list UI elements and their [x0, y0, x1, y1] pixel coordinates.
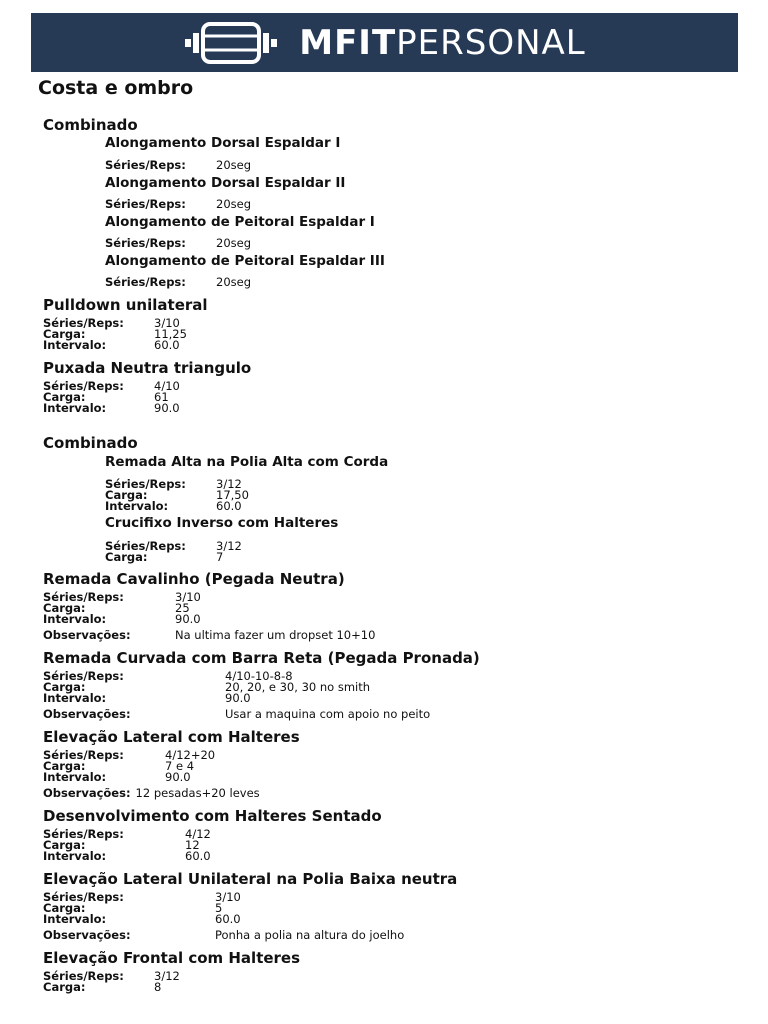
series-label: Séries/Reps:	[105, 275, 186, 289]
series-label: Séries/Reps:	[43, 669, 124, 683]
load-label: Carga:	[43, 327, 86, 341]
exercise-name: Crucifixo Inverso com Halteres	[105, 515, 339, 531]
exercise-name: Remada Alta na Polia Alta com Corda	[105, 454, 389, 470]
obs-row	[43, 629, 375, 641]
interval-label: Intervalo:	[43, 691, 107, 705]
series-value: 4/10	[154, 379, 180, 393]
logo-text-light: PERSONAL	[396, 22, 586, 63]
series-label: Séries/Reps:	[43, 590, 124, 604]
interval-value: 90.0	[175, 612, 201, 626]
load-value: 12	[185, 838, 200, 852]
series-row	[105, 159, 251, 171]
series-value: 4/10-10-8-8	[225, 669, 293, 683]
load-value: 17,50	[216, 488, 249, 502]
obs-row	[43, 708, 430, 720]
load-label: Carga:	[43, 901, 86, 915]
load-label: Carga:	[43, 601, 86, 615]
exercise-name: Alongamento Dorsal Espaldar I	[105, 135, 341, 151]
series-row	[105, 198, 251, 210]
series-row	[105, 276, 251, 288]
interval-value: 60.0	[215, 912, 241, 926]
load-row	[105, 551, 223, 563]
exercise-name: Alongamento Dorsal Espaldar II	[105, 175, 346, 191]
series-value: 4/12+20	[165, 748, 216, 762]
obs-label: Observações:	[43, 628, 131, 642]
obs-value: Usar a maquina com apoio no peito	[225, 707, 431, 721]
series-value: 20seg	[216, 158, 251, 172]
series-label: Séries/Reps:	[43, 827, 124, 841]
interval-value: 60.0	[154, 338, 180, 352]
interval-row	[43, 692, 251, 704]
combo-title: Combinado	[43, 434, 138, 452]
exercise-name: Alongamento de Peitoral Espaldar III	[105, 253, 385, 269]
series-label: Séries/Reps:	[43, 748, 124, 762]
load-label: Carga:	[43, 759, 86, 773]
load-value: 25	[175, 601, 190, 615]
interval-row	[43, 913, 241, 925]
interval-row	[43, 771, 191, 783]
series-value: 4/12	[185, 827, 211, 841]
interval-row	[43, 339, 180, 351]
load-value: 11,25	[154, 327, 187, 341]
exercise-name: Remada Curvada com Barra Reta (Pegada Pronada)	[43, 649, 480, 667]
interval-row	[43, 402, 180, 414]
load-label: Carga:	[105, 488, 148, 502]
interval-label: Intervalo:	[43, 912, 107, 926]
exercise-name: Remada Cavalinho (Pegada Neutra)	[43, 570, 345, 588]
series-label: Séries/Reps:	[105, 158, 186, 172]
combo-title: Combinado	[43, 116, 138, 134]
interval-label: Intervalo:	[105, 499, 169, 513]
load-label: Carga:	[43, 390, 86, 404]
logo-text-bold: MFIT	[299, 22, 397, 63]
series-value: 20seg	[216, 236, 251, 250]
exercise-name: Pulldown unilateral	[43, 296, 208, 314]
series-label: Séries/Reps:	[43, 890, 124, 904]
interval-value: 60.0	[185, 849, 211, 863]
series-label: Séries/Reps:	[43, 316, 124, 330]
interval-row	[43, 850, 211, 862]
series-label: Séries/Reps:	[105, 539, 186, 553]
series-label: Séries/Reps:	[43, 969, 124, 983]
obs-label: Observações:	[43, 928, 131, 942]
series-value: 20seg	[216, 275, 251, 289]
interval-value: 90.0	[225, 691, 251, 705]
interval-label: Intervalo:	[43, 401, 107, 415]
load-label: Carga:	[43, 680, 86, 694]
series-value: 3/10	[154, 316, 180, 330]
obs-label: Observações:	[43, 786, 131, 800]
load-label: Carga:	[105, 550, 148, 564]
series-value: 3/12	[154, 969, 180, 983]
series-value: 3/12	[216, 477, 242, 491]
exercise-name: Alongamento de Peitoral Espaldar I	[105, 214, 375, 230]
obs-row	[43, 787, 260, 799]
interval-value: 60.0	[216, 499, 242, 513]
exercise-name: Elevação Frontal com Halteres	[43, 949, 301, 967]
series-value: 3/10	[215, 890, 241, 904]
series-label: Séries/Reps:	[105, 236, 186, 250]
series-value: 3/12	[216, 539, 242, 553]
interval-value: 90.0	[154, 401, 180, 415]
obs-value: Ponha a polia na altura do joelho	[215, 928, 405, 942]
page-title: Costa e ombro	[38, 77, 194, 99]
series-value: 3/10	[175, 590, 201, 604]
interval-row	[43, 613, 201, 625]
obs-row	[43, 929, 404, 941]
series-label: Séries/Reps:	[43, 379, 124, 393]
load-value: 61	[154, 390, 169, 404]
interval-label: Intervalo:	[43, 849, 107, 863]
exercise-name: Elevação Lateral com Halteres	[43, 728, 300, 746]
load-value: 5	[215, 901, 223, 915]
interval-row	[105, 500, 242, 512]
series-row	[105, 237, 251, 249]
load-label: Carga:	[43, 838, 86, 852]
interval-value: 90.0	[165, 770, 191, 784]
exercise-name: Desenvolvimento com Halteres Sentado	[43, 807, 382, 825]
obs-value: 12 pesadas+20 leves	[135, 786, 260, 800]
obs-value: Na ultima fazer um dropset 10+10	[175, 628, 376, 642]
load-value: 7 e 4	[165, 759, 195, 773]
load-label: Carga:	[43, 980, 86, 994]
interval-label: Intervalo:	[43, 770, 107, 784]
load-value: 7	[216, 550, 224, 564]
load-row	[43, 981, 161, 993]
obs-label: Observações:	[43, 707, 131, 721]
interval-label: Intervalo:	[43, 338, 107, 352]
interval-label: Intervalo:	[43, 612, 107, 626]
exercise-name: Puxada Neutra triangulo	[43, 359, 252, 377]
series-label: Séries/Reps:	[105, 197, 186, 211]
series-label: Séries/Reps:	[105, 477, 186, 491]
load-value: 8	[154, 980, 162, 994]
exercise-name: Elevação Lateral Unilateral na Polia Baixa neutra	[43, 870, 458, 888]
series-value: 20seg	[216, 197, 251, 211]
load-value: 20, 20, e 30, 30 no smith	[225, 680, 371, 694]
